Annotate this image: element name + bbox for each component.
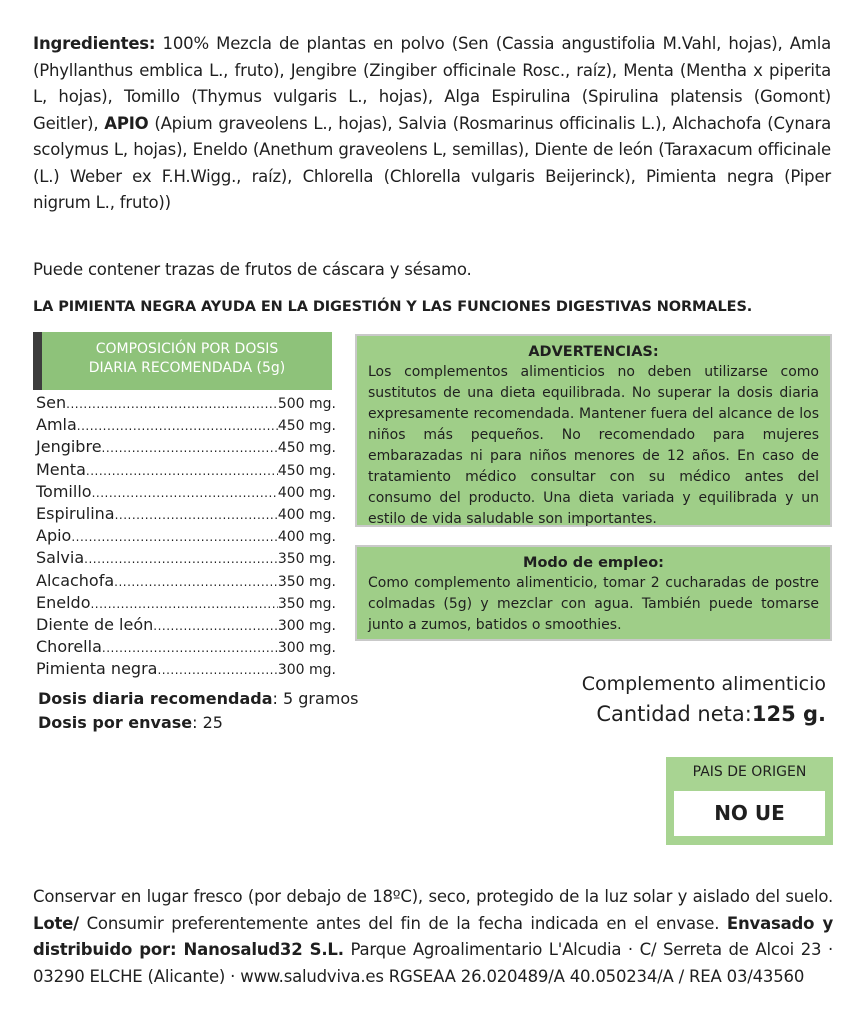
warnings-title: ADVERTENCIAS: [528, 344, 659, 360]
composition-row [36, 636, 336, 658]
composition-item-amount: 450 mg. [277, 418, 336, 435]
composition-item-name: Salvia [36, 548, 85, 568]
composition-item-name: Alcachofa [36, 570, 115, 590]
product-type: Complemento alimenticio [581, 673, 826, 695]
leader-dots [102, 637, 278, 659]
ingredients-label: Ingredientes: [33, 34, 156, 53]
composition-item-amount: 300 mg. [277, 662, 336, 679]
warnings-box [355, 334, 832, 527]
leader-dots [86, 460, 278, 482]
origin-label: PAIS DE ORIGEN [692, 764, 807, 780]
doses-per-pack-value: : 25 [192, 713, 223, 732]
traces-notice: Puede contener trazas de frutos de cáscara y sésamo. [33, 260, 472, 279]
leader-dots [90, 593, 277, 615]
composition-row [36, 525, 336, 547]
leader-dots [157, 659, 277, 681]
warnings-text: Los complementos alimenticios no deben utilizarse como sustitutos de una dieta equilibrada. No superar la dosis diaria expresamente recomendada. Mantener fuera del alcance de los niños más pequeños. No recomendado para mujeres embarazadas ni para niños menores de 12 años. En caso de tratamiento médico consultar con su médico antes del consumo del producto. Una dieta variada y equilibrada y un estilo de vida saludable son importantes. [368, 364, 819, 527]
origin-box [666, 757, 833, 845]
net-quantity-label: Cantidad neta: [596, 702, 752, 726]
usage-title: Modo de empleo: [523, 555, 664, 571]
leader-dots [66, 393, 278, 415]
composition-row [36, 570, 336, 592]
composition-list [36, 392, 336, 680]
composition-row [36, 658, 336, 680]
ingredients-text-part1: 100% Mezcla de plantas en polvo (Sen (Cassia angustifolia M.Vahl, hojas), Amla (Phyllanthus emblica L., fruto), Jengibre (Zingiber officinale Rosc., raíz), Menta (Mentha x piperita L, hojas), Tomillo (Thymus vulgaris L., hojas), Alga Espirulina (Spirulina platensis (Gomont) Geitler), [33, 34, 831, 133]
footer-paragraph [33, 884, 833, 990]
origin-value: NO UE [674, 791, 825, 836]
leader-dots [114, 571, 278, 593]
leader-dots [84, 548, 278, 570]
composition-item-amount: 350 mg. [277, 573, 336, 590]
composition-row [36, 436, 336, 458]
dosage-info [38, 687, 358, 735]
composition-row [36, 459, 336, 481]
leader-dots [71, 526, 278, 548]
composition-row [36, 481, 336, 503]
composition-item-amount: 500 mg. [277, 396, 336, 412]
leader-dots [153, 615, 278, 637]
composition-item-name: Apio [36, 526, 72, 546]
composition-item-amount: 400 mg. [277, 529, 336, 546]
daily-dose-line [38, 687, 358, 711]
composition-item-name: Sen [36, 393, 67, 412]
composition-item-amount: 400 mg. [277, 484, 336, 501]
composition-item-name: Diente de león [36, 614, 154, 634]
composition-item-name: Menta [36, 459, 86, 479]
composition-item-name: Eneldo [36, 592, 91, 612]
leader-dots [102, 437, 278, 459]
composition-item-name: Pimienta negra [36, 659, 158, 679]
composition-item-amount: 300 mg. [277, 640, 336, 657]
composition-row [36, 614, 336, 636]
composition-item-name: Tomillo [36, 481, 92, 501]
ingredients-paragraph [33, 31, 831, 217]
net-quantity [582, 699, 826, 729]
lot-label: Lote/ [33, 913, 79, 933]
composition-item-name: Jengibre [36, 437, 102, 457]
daily-dose-label: Dosis diaria recomendada [38, 689, 273, 708]
leader-dots [92, 482, 278, 504]
daily-dose-value: : 5 gramos [272, 689, 359, 708]
composition-row [36, 503, 336, 525]
ingredients-text-part2: (Apium graveolens L., hojas), Salvia (Rosmarinus officinalis L.), Alchachofa (Cynara scolymus L, hojas), Eneldo (Anethum graveolens L, semillas), Diente de león (Taraxacum officinale (L.) Weber ex F.H.Wigg., raíz), Chlorella (Chlorella vulgaris Beijerinck), Pimienta negra (Piper nigrum L., fruto)) [33, 113, 832, 212]
leader-dots [77, 415, 278, 437]
composition-item-name: Espirulina [36, 503, 115, 523]
storage-text: Conservar en lugar fresco (por debajo de 18ºC), seco, protegido de la luz solar y aislado del suelo. [33, 887, 833, 906]
health-claim: LA PIMIENTA NEGRA AYUDA EN LA DIGESTIÓN Y LAS FUNCIONES DIGESTIVAS NORMALES. [33, 299, 753, 315]
composition-title-line1: COMPOSICIÓN POR DOSIS [95, 341, 279, 357]
doses-per-pack-line [38, 711, 358, 735]
composition-item-amount: 450 mg. [277, 462, 336, 479]
composition-item-amount: 300 mg. [277, 617, 336, 634]
composition-row [36, 414, 336, 436]
product-info [582, 669, 826, 729]
composition-row [36, 592, 336, 614]
composition-title-line2: DIARIA RECOMENDADA (5g) [88, 360, 286, 376]
composition-item-amount: 350 mg. [277, 551, 336, 568]
distributor-label: Envasado y distribuido por: Nanosalud32 S.L. [33, 913, 833, 959]
composition-header [33, 332, 332, 390]
usage-text: Como complemento alimenticio, tomar 2 cucharadas de postre colmadas (5g) y mezclar con agua. También puede tomarse junto a zumos, batidos o smoothies. [368, 575, 819, 633]
allergen-highlight: APIO [104, 113, 149, 133]
composition-row [36, 392, 336, 414]
composition-item-name: Amla [36, 415, 77, 435]
composition-item-amount: 350 mg. [277, 595, 336, 612]
distributor-address: Parque Agroalimentario L'Alcudia · C/ Serreta de Alcoi 23 · 03290 ELCHE (Alicante) · www.saludviva.es RGSEAA 26.020489/A 40.050234/A / REA 03/43560 [33, 940, 833, 986]
lot-text: Consumir preferentemente antes del fin de la fecha indicada en el envase. [78, 913, 727, 933]
composition-item-name: Chorella [36, 637, 102, 657]
net-quantity-value: 125 g. [751, 702, 826, 726]
composition-item-amount: 450 mg. [277, 440, 336, 457]
leader-dots [115, 504, 278, 526]
composition-item-amount: 400 mg. [277, 506, 336, 523]
usage-box [355, 545, 832, 641]
composition-row [36, 547, 336, 569]
doses-per-pack-label: Dosis por envase [38, 713, 193, 732]
